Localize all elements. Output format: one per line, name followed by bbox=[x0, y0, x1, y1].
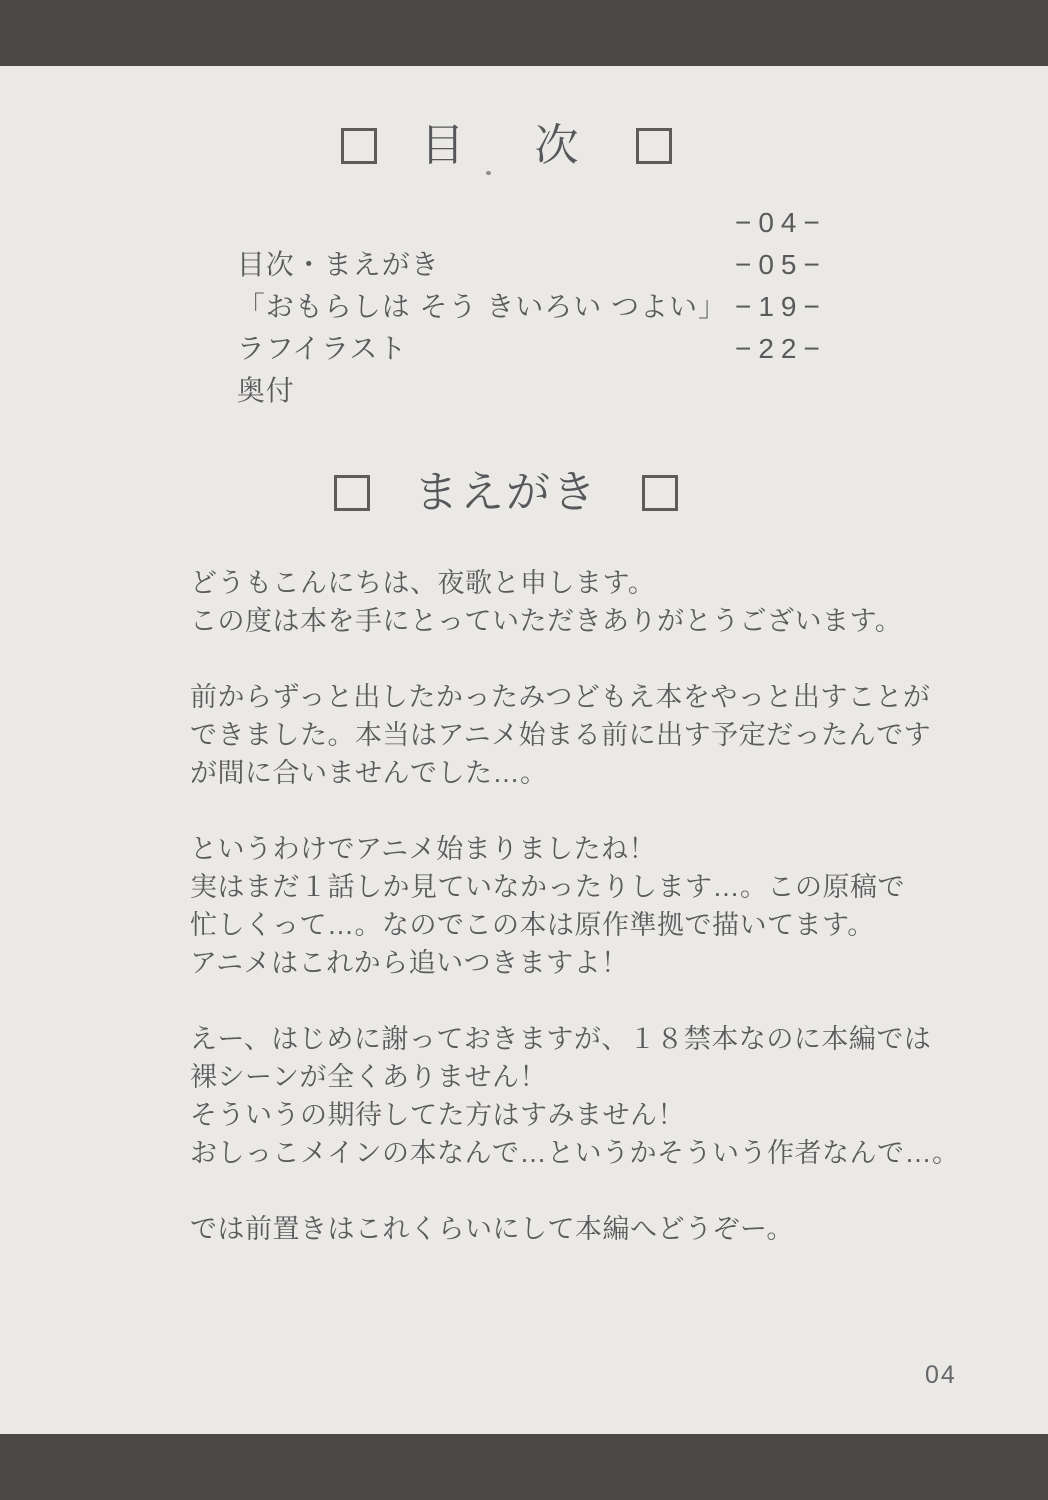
toc-entry bbox=[190, 328, 850, 406]
foreword-body bbox=[190, 564, 960, 1286]
text-line: アニメはこれから追いつきますよ！ bbox=[190, 948, 629, 978]
text-line: 前からずっと出したかったみつどもえ本をやっと出すことが bbox=[190, 682, 931, 712]
text-line: おしっこメインの本なんで…というかそういう作者なんで…。 bbox=[190, 1138, 960, 1168]
page-number: 04 bbox=[925, 1361, 957, 1389]
foreword-paragraph bbox=[190, 830, 905, 982]
toc-entry-page: −04− bbox=[735, 207, 827, 238]
text-line: この度は本を手にとっていただきありがとうございます。 bbox=[190, 606, 903, 636]
square-ornament-icon bbox=[334, 475, 370, 511]
toc-entry-label: 「おもらしは そう きいろい つよい」 bbox=[236, 291, 728, 322]
toc-entry-label: 目次・まえがき bbox=[236, 249, 440, 280]
text-line: 実はまだ１話しか見ていなかったりします…。この原稿で bbox=[190, 872, 905, 902]
foreword-paragraph bbox=[190, 1020, 960, 1172]
text-line: できました。本当はアニメ始まる前に出す予定だったんです bbox=[190, 720, 932, 750]
text-line: が間に合いませんでした…。 bbox=[190, 758, 548, 788]
text-line: そういうの期待してた方はすみません！ bbox=[190, 1100, 685, 1130]
text-line: では前置きはこれくらいにして本編へどうぞー。 bbox=[190, 1214, 794, 1244]
toc-entry-page: −05− bbox=[735, 249, 827, 280]
text-line: どうもこんにちは、夜歌と申します。 bbox=[190, 568, 656, 598]
toc-heading bbox=[0, 123, 1030, 169]
square-ornament-icon bbox=[341, 128, 377, 164]
toc-entry-label: ラフイラスト bbox=[236, 333, 408, 364]
text-line: えー、はじめに謝っておきますが、１８禁本なのに本編では bbox=[190, 1024, 932, 1054]
square-ornament-icon bbox=[642, 475, 678, 511]
text-line: というわけでアニメ始まりましたね！ bbox=[190, 834, 657, 864]
foreword-paragraph bbox=[190, 678, 932, 792]
foreword-heading bbox=[0, 470, 1030, 516]
scan-border-bottom bbox=[0, 1434, 1048, 1500]
foreword-paragraph bbox=[190, 564, 903, 640]
scanned-page bbox=[0, 66, 1048, 1434]
scan-border-top bbox=[0, 0, 1048, 66]
toc-list bbox=[190, 202, 850, 406]
foreword-heading-text: まえがき bbox=[414, 468, 598, 517]
toc-entry-page: −19− bbox=[735, 291, 827, 322]
scan-speck bbox=[486, 171, 491, 175]
text-line: 忙しくって…。なのでこの本は原作準拠で描いてます。 bbox=[190, 910, 875, 940]
toc-entry-label: 奥付 bbox=[236, 375, 295, 406]
square-ornament-icon bbox=[636, 128, 672, 164]
toc-entry-page: −22− bbox=[735, 333, 827, 364]
foreword-paragraph bbox=[190, 1210, 870, 1248]
text-line: 裸シーンが全くありません！ bbox=[190, 1062, 547, 1092]
toc-heading-text: 目 次 bbox=[420, 121, 592, 170]
